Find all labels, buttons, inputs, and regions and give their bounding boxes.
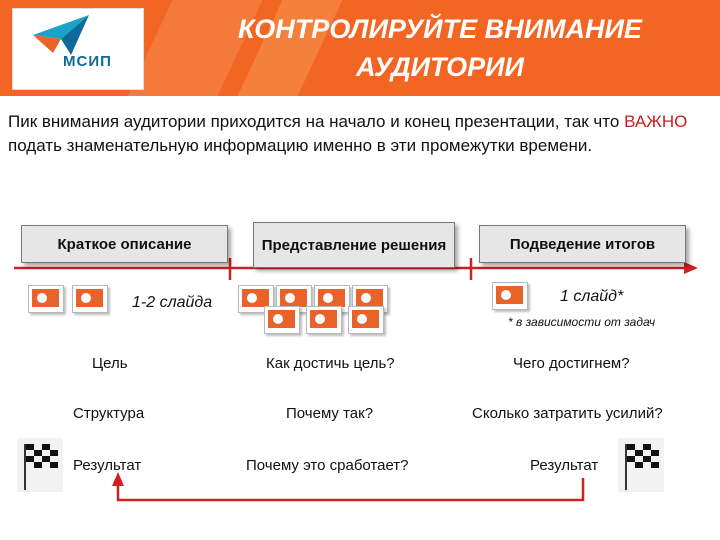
row-cell: Результат bbox=[73, 457, 142, 474]
row-cell: Структура bbox=[73, 405, 145, 422]
title-line-1: КОНТРОЛИРУЙТЕ ВНИМАНИЕ bbox=[238, 14, 642, 44]
presentation-slide-icon bbox=[264, 306, 300, 334]
checkered-flag-icon bbox=[618, 438, 664, 492]
checkered-flag-icon bbox=[17, 438, 63, 492]
stage-box-results bbox=[479, 225, 686, 263]
row-cell: Почему это сработает? bbox=[246, 457, 409, 474]
row-cell: Сколько затратить усилий? bbox=[472, 405, 663, 422]
presentation-slide-icon bbox=[348, 306, 384, 334]
timeline-arrowhead bbox=[684, 262, 698, 274]
stage-box-solution bbox=[253, 222, 455, 268]
row-cell: Чего достигнем? bbox=[513, 355, 630, 372]
feedback-arrowhead bbox=[112, 472, 124, 486]
row-cell: Результат bbox=[530, 457, 599, 474]
slide-count-end: 1 слайд* bbox=[560, 288, 624, 305]
footnote: * в зависимости от задач bbox=[508, 315, 656, 329]
row-cell: Цель bbox=[92, 355, 128, 372]
feedback-arrow bbox=[118, 478, 583, 500]
slide-count-start: 1-2 слайда bbox=[132, 294, 213, 311]
presentation-slide-icon bbox=[28, 285, 64, 313]
stage-label: Подведение итогов bbox=[509, 235, 656, 253]
row-cell: Почему так? bbox=[286, 405, 374, 422]
title-line-2: АУДИТОРИИ bbox=[356, 52, 524, 82]
row-cell: Как достичь цель? bbox=[266, 355, 395, 372]
intro-highlight: ВАЖНО bbox=[624, 112, 688, 131]
intro-part-1: Пик внимания аудитории приходится на начало и конец презентации, так что bbox=[8, 112, 625, 131]
stage-box-summary bbox=[21, 225, 228, 263]
stage-label: Представление решения bbox=[261, 236, 447, 254]
presentation-slide-icon bbox=[492, 282, 528, 310]
logo-text: МСИП bbox=[63, 53, 112, 70]
stage-label: Краткое описание bbox=[57, 235, 192, 253]
intro-part-2: подать знаменательную информацию именно в эти промежутки времени. bbox=[8, 136, 593, 155]
presentation-slide-icon bbox=[306, 306, 342, 334]
presentation-slide-icon bbox=[72, 285, 108, 313]
